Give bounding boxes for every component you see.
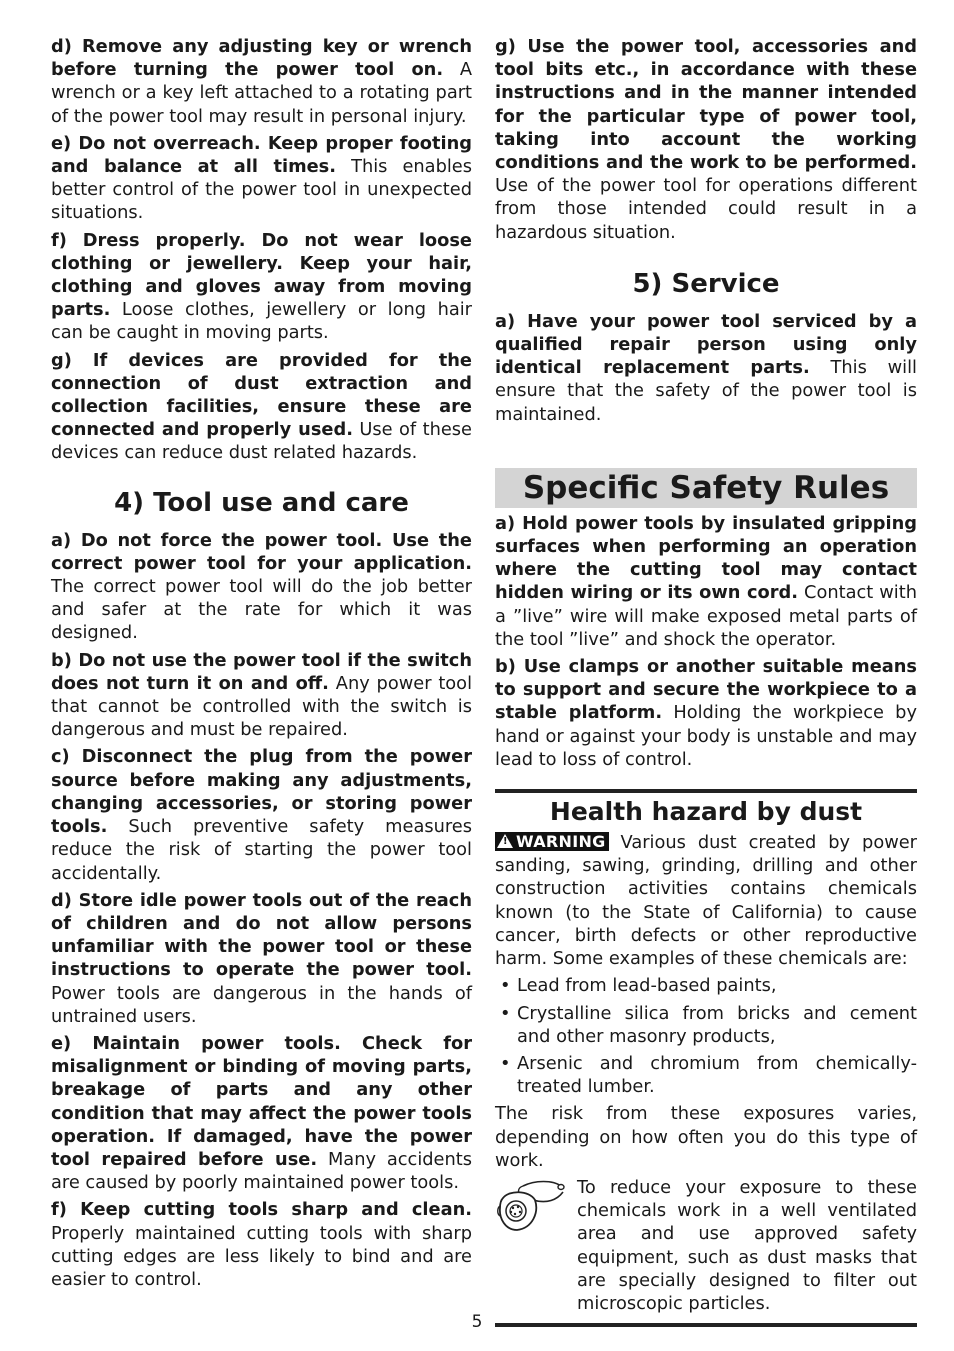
right-column	[495, 35, 917, 1327]
rule-heading: d) Remove any adjusting key or wrench before turning the power tool on.	[51, 36, 472, 81]
specific-safety-rules-banner: Specific Safety Rules	[495, 468, 917, 508]
rule-heading: f) Dress properly. Do not wear loose clothing or jewellery. Keep your hair, clothing and gloves away from moving parts.	[51, 229, 472, 321]
rule-heading: a) Hold power tools by insulated gripping surfaces when performing an operation where the cutting tool may contact hidden wiring or its own cord.	[495, 512, 917, 604]
section-tool-use-title: 4) Tool use and care	[114, 487, 409, 518]
rule-4e-maintain	[51, 1032, 472, 1194]
warning-badge	[495, 832, 609, 851]
warning-body: Various dust created by power sanding, sawing, grinding, drilling and other construction activities contains chemicals known (to the State of California) to cause cancer, birth defects or other reproductive harm. Some examples of these chemicals are:	[495, 832, 917, 970]
rule-heading: g) If devices are provided for the connection of dust extraction and collection facilities, ensure these are connected and properly used.	[51, 349, 472, 441]
warning-label: WARNING	[516, 832, 606, 852]
health-hazard-title: Health hazard by dust	[549, 797, 863, 827]
rule-4c-disconnect	[51, 745, 472, 884]
list-item: • Lead from lead-based paints,	[495, 974, 917, 997]
rule-specific-b-clamps	[495, 655, 917, 771]
section-service-title: 5) Service	[632, 268, 780, 299]
rule-body: Use of the power tool for operations different from those intended could result in a hazardous situation.	[495, 175, 917, 243]
rule-specific-a-insulated	[495, 512, 917, 651]
rule-f-dress	[51, 229, 472, 345]
rule-heading: e) Do not overreach. Keep proper footing and balance at all times.	[51, 132, 472, 178]
rule-4b-switch	[51, 649, 472, 742]
rule-body: Use of these devices can reduce dust related hazards.	[51, 419, 472, 464]
warning-paragraph	[495, 831, 917, 970]
rule-body: This enables better control of the power tool in unexpected situations.	[51, 156, 472, 224]
rule-4f-sharp	[51, 1198, 472, 1291]
mask-advice	[495, 1176, 917, 1315]
rule-heading: a) Have your power tool serviced by a qualified repair person using only identical replacement parts.	[495, 310, 917, 379]
rule-d-adjusting-key	[51, 35, 472, 128]
list-item: • Arsenic and chromium from chemically-treated lumber.	[495, 1052, 917, 1098]
rule-heading: b) Do not use the power tool if the switch does not turn it on and off.	[51, 649, 472, 694]
rule-4a-force	[51, 529, 472, 645]
chemical-list	[495, 974, 917, 1098]
list-item: • Crystalline silica from bricks and cement and other masonry products,	[495, 1002, 917, 1048]
rule-body: A wrench or a key left attached to a rotating part of the power tool may result in personal injury.	[51, 59, 472, 127]
rule-heading: d) Store idle power tools out of the reach of children and do not allow persons unfamiliar with the power tool or these instructions to operate the power tool.	[51, 889, 472, 981]
rule-body: Loose clothes, jewellery or long hair can be caught in moving parts.	[51, 299, 472, 344]
health-section-top-rule	[495, 789, 917, 793]
mask-advice-text: To reduce your exposure to these chemicals work in a well ventilated area and use approved safety equipment, such as dust masks that are specially designed to filter out microscopic particles.	[577, 1176, 917, 1314]
risk-paragraph: The risk from these exposures varies, depending on how often you do this type of work.	[495, 1103, 917, 1171]
rule-body: Power tools are dangerous in the hands of untrained users.	[51, 982, 472, 1027]
rule-heading: a) Do not force the power tool. Use the correct power tool for your application.	[51, 529, 472, 574]
rule-body: Holding the workpiece by hand or against your body is unstable and may lead to loss of control.	[495, 702, 917, 770]
rule-body: Many accidents are caused by poorly maintained power tools.	[51, 1148, 472, 1194]
rule-heading: g) Use the power tool, accessories and tool bits etc., in accordance with these instructions and in the manner intended for the particular type of power tool, taking into account the working conditions and the work to be performed.	[495, 36, 917, 174]
left-column	[51, 35, 472, 1295]
rule-heading: c) Disconnect the plug from the power source before making any adjustments, changing accessories, or storing power tools.	[51, 746, 472, 838]
rule-body: Properly maintained cutting tools with sharp cutting edges are less likely to bind and are easier to control.	[51, 1222, 472, 1290]
rule-4d-store	[51, 889, 472, 1028]
rule-g-use-accordance	[495, 35, 917, 244]
page-number: 5	[471, 1312, 483, 1332]
rule-heading: e) Maintain power tools. Check for misalignment or binding of moving parts, breakage of parts and any other condition that may affect the power tools operation. If damaged, have the power tool repaired before use.	[51, 1032, 472, 1170]
warning-triangle-icon	[497, 834, 513, 848]
rule-heading: f) Keep cutting tools sharp and clean.	[51, 1199, 472, 1221]
rule-body: Any power tool that cannot be controlled with the switch is dangerous and must be repaired.	[51, 672, 473, 741]
rule-body: Contact with a ”live” wire will make exposed metal parts of the tool ”live” and shock the operator.	[495, 582, 917, 650]
rule-5a-serviced	[495, 310, 917, 426]
rule-body: This will ensure that the safety of the power tool is maintained.	[495, 357, 917, 425]
rule-body: The correct power tool will do the job better and safer at the rate for which it was designed.	[51, 576, 472, 644]
dust-mask-icon	[495, 1176, 577, 1315]
rule-g-dust-extraction	[51, 349, 472, 465]
rule-e-overreach	[51, 132, 472, 225]
rule-body: Such preventive safety measures reduce the risk of starting the power tool accidentally.	[51, 816, 472, 884]
rule-heading: b) Use clamps or another suitable means to support and secure the workpiece to a stable platform.	[495, 656, 917, 724]
